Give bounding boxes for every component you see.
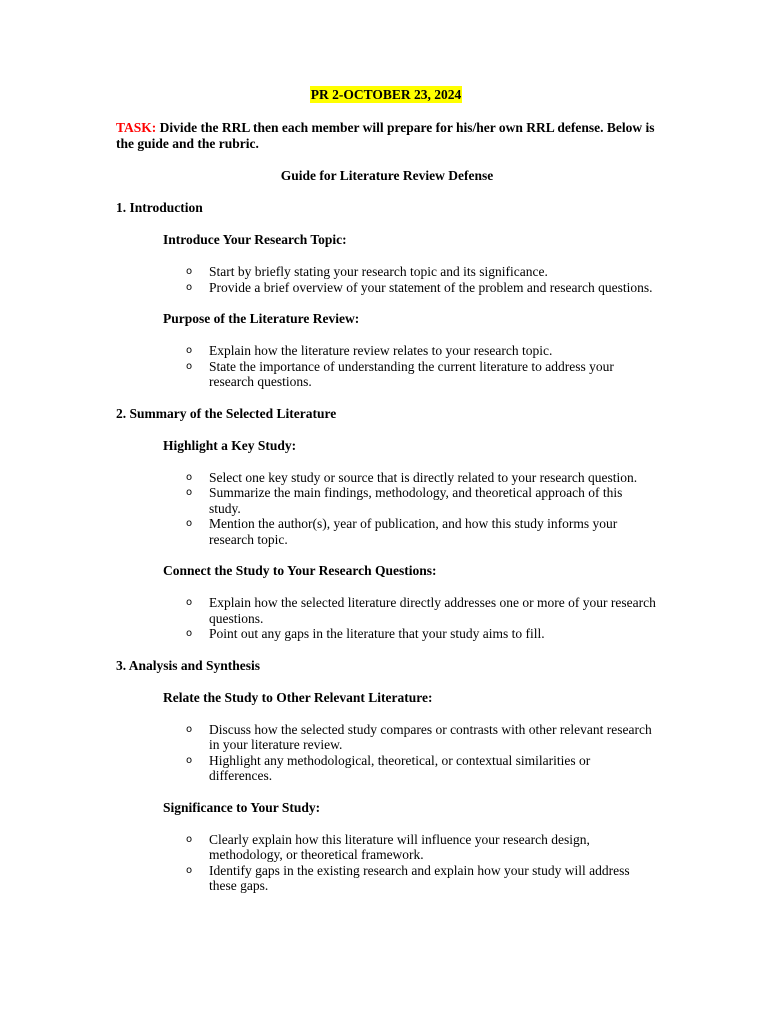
section-heading: 1. Introduction [116, 200, 203, 215]
bullet-marker-icon: o [186, 487, 193, 498]
bullet-marker-icon: o [186, 281, 193, 293]
subsection-heading: Highlight a Key Study: [163, 437, 297, 453]
bullet-text: Mention the author(s), year of publication, and how this study informs your research topic. [209, 516, 618, 547]
bullet-marker-icon: o [186, 628, 193, 639]
bullet-marker-icon: o [186, 864, 193, 876]
document-title [116, 86, 656, 104]
subsection-heading: Introduce Your Research Topic: [163, 232, 347, 247]
list-item [116, 516, 656, 547]
bullet-text: Explain how the selected literature directly addresses one or more of your research questions. [209, 595, 656, 626]
bullet-text: Select one key study or source that is directly related to your research question. [209, 469, 638, 485]
bullet-marker-icon: o [186, 360, 193, 372]
section-heading: 2. Summary of the Selected Literature [116, 405, 337, 421]
sections-container [116, 200, 656, 894]
bullet-marker-icon: o [186, 723, 193, 735]
bullet-text: Provide a brief overview of your statement of the problem and research questions. [209, 279, 653, 295]
bullet-marker-icon: o [186, 345, 193, 356]
bullet-list [116, 264, 656, 295]
list-item [116, 626, 656, 642]
bullet-text: Start by briefly stating your research topic and its significance. [209, 264, 548, 279]
list-item [116, 264, 656, 280]
guide-title: Guide for Literature Review Defense [280, 168, 494, 183]
task-text: Divide the RRL then each member will prepare for his/her own RRL defense. Below is the guide and the rubric. [116, 120, 655, 151]
document-title-text: PR 2-OCTOBER 23, 2024 [310, 87, 462, 102]
bullet-list [116, 595, 656, 642]
bullet-marker-icon: o [186, 266, 193, 277]
bullet-list [116, 832, 656, 894]
bullet-marker-icon: o [186, 518, 193, 529]
bullet-marker-icon: o [186, 754, 193, 766]
list-item [116, 753, 656, 784]
bullet-marker-icon: o [186, 833, 193, 845]
list-item [116, 470, 656, 486]
bullet-text: Clearly explain how this literature will influence your research design, methodology, or theoretical framework. [209, 831, 590, 862]
subsection-heading: Connect the Study to Your Research Questions: [163, 563, 437, 578]
bullet-text: Highlight any methodological, theoretical, or contextual similarities or differences. [209, 752, 591, 783]
list-item [116, 722, 656, 753]
subsection-heading: Significance to Your Study: [163, 799, 321, 815]
bullet-marker-icon: o [186, 597, 193, 608]
task-label: TASK: [116, 120, 157, 135]
subsection-heading: Relate the Study to Other Relevant Literature: [163, 689, 433, 705]
bullet-text: Identify gaps in the existing research and explain how your study will address these gaps. [209, 862, 630, 893]
bullet-marker-icon: o [186, 471, 193, 483]
bullet-list [116, 343, 656, 390]
bullet-list [116, 470, 656, 548]
task-paragraph [116, 120, 656, 152]
bullet-text: State the importance of understanding the current literature to address your research questions. [209, 358, 614, 389]
section-heading: 3. Analysis and Synthesis [116, 657, 261, 673]
list-item [116, 832, 656, 863]
list-item [116, 863, 656, 894]
bullet-text: Explain how the literature review relates to your research topic. [209, 343, 553, 358]
bullet-text: Discuss how the selected study compares or contrasts with other relevant research in your literature review. [209, 721, 652, 752]
bullet-text: Summarize the main findings, methodology, and theoretical approach of this study. [209, 485, 623, 516]
document-page [116, 86, 656, 910]
list-item [116, 343, 656, 359]
list-item [116, 359, 656, 390]
subsection-heading: Purpose of the Literature Review: [163, 311, 360, 326]
bullet-list [116, 722, 656, 784]
list-item [116, 595, 656, 626]
list-item [116, 280, 656, 296]
bullet-text: Point out any gaps in the literature that your study aims to fill. [209, 626, 545, 641]
list-item [116, 485, 656, 516]
